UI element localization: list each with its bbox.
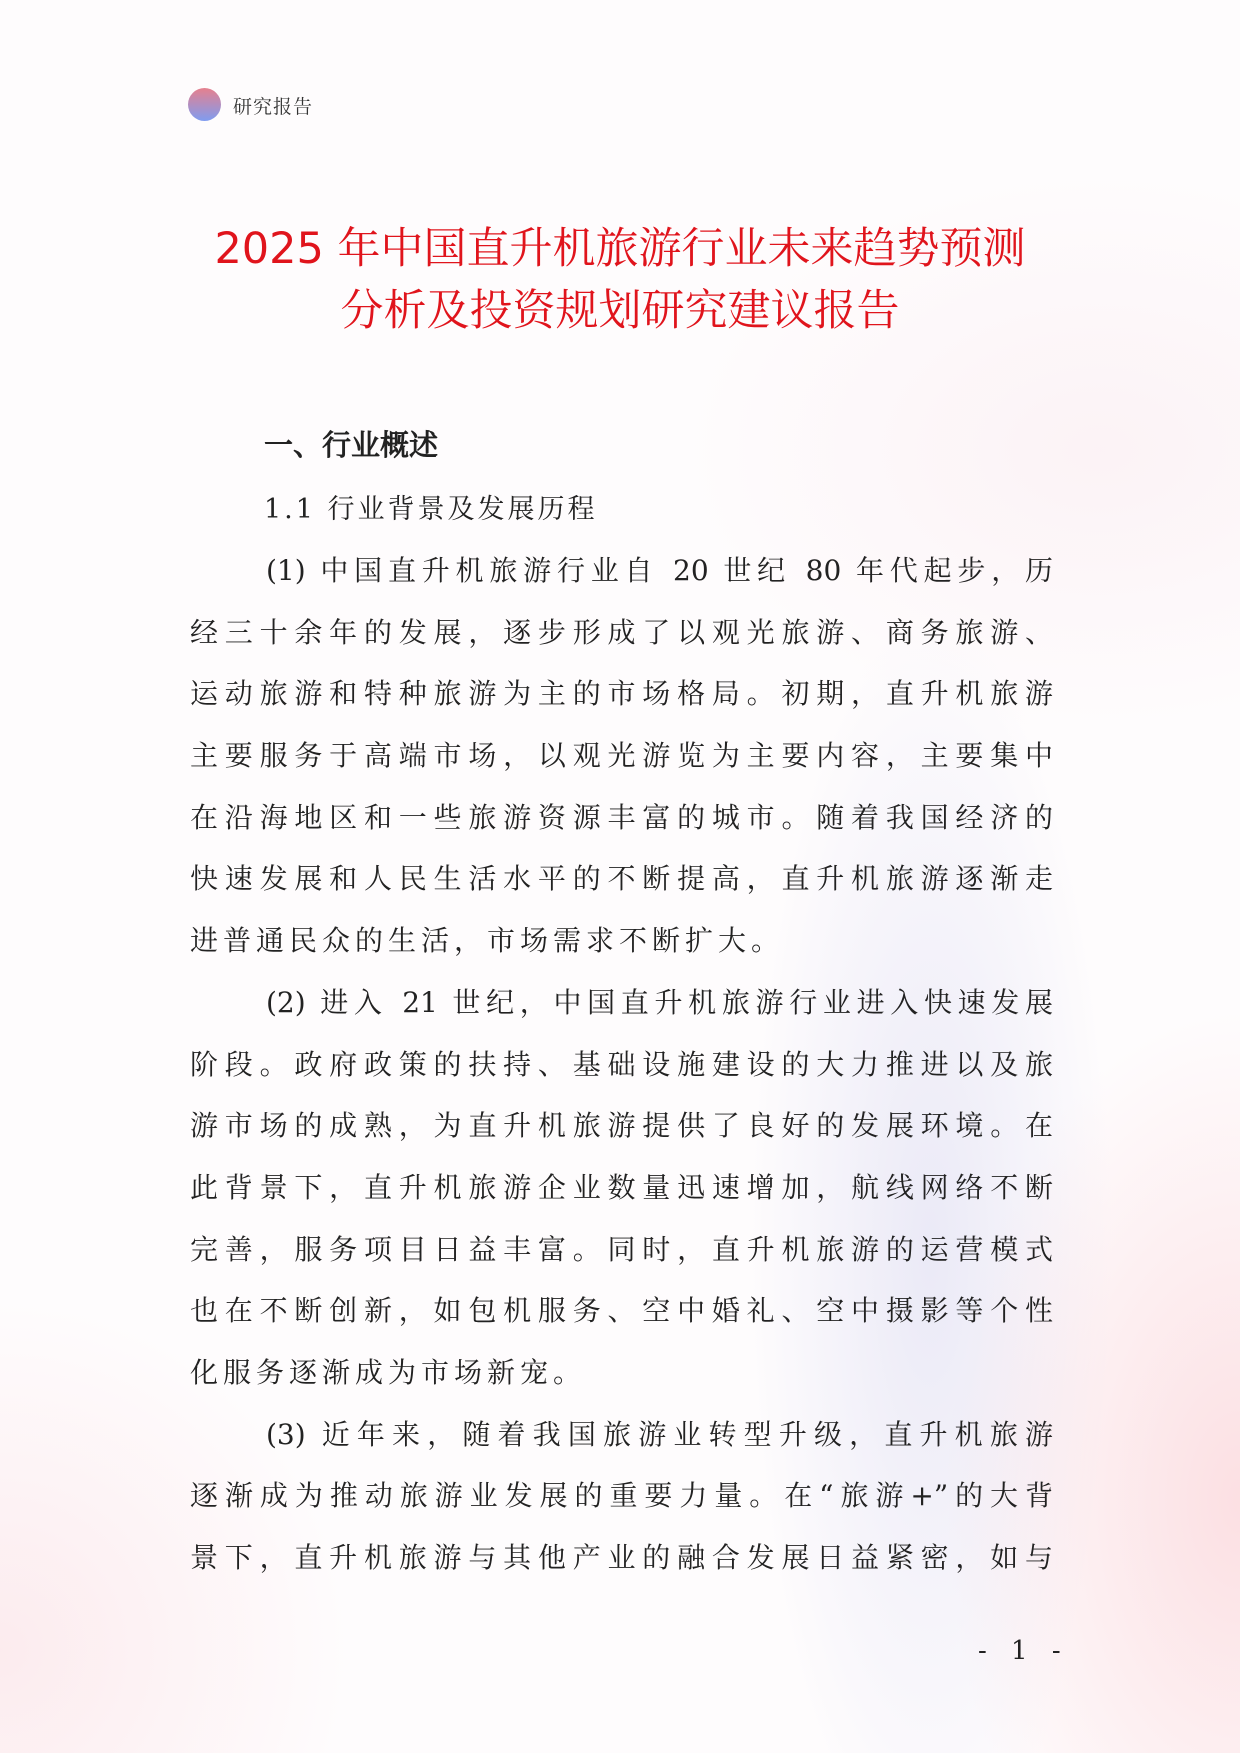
subsection-heading: 1.1 行业背景及发展历程 (264, 494, 598, 525)
text-line: 主要服务于高端市场，以观光游览为主要内容，主要集中 (190, 739, 1053, 773)
text-line: 快速发展和人民生活水平的不断提高，直升机旅游逐渐走 (190, 862, 1053, 896)
text-line: (1) 中国直升机旅游行业自 20 世纪 80 年代起步，历 (266, 554, 1053, 587)
page-number: - 1 - (978, 1636, 1069, 1666)
text-line: 也在不断创新，如包机服务、空中婚礼、空中摄影等个性 (190, 1294, 1053, 1328)
document-title (0, 218, 1240, 342)
report-logo-icon (188, 88, 221, 121)
title-line-1: 2025 年中国直升机旅游行业未来趋势预测 (214, 224, 1026, 274)
text-line: 景下，直升机旅游与其他产业的融合发展日益紧密，如与 (190, 1541, 1053, 1574)
text-line: 化服务逐渐成为市场新宠。 (190, 1355, 587, 1389)
body-text (190, 540, 1053, 1589)
text-line: 阶段。政府政策的扶持、基础设施建设的大力推进以及旅 (190, 1047, 1053, 1081)
text-line: 在沿海地区和一些旅游资源丰富的城市。随着我国经济的 (190, 800, 1053, 834)
text-line: 进普通民众的生活，市场需求不断扩大。 (190, 924, 785, 958)
text-line: 游市场的成熟，为直升机旅游提供了良好的发展环境。在 (190, 1109, 1053, 1143)
section-heading: 一、行业概述 (264, 428, 439, 462)
title-line-2: 分析及投资规划研究建议报告 (340, 286, 900, 336)
text-line: 运动旅游和特种旅游为主的市场格局。初期，直升机旅游 (190, 677, 1053, 711)
text-line: 完善，服务项目日益丰富。同时，直升机旅游的运营模式 (190, 1232, 1053, 1266)
text-line: 逐渐成为推动旅游业发展的重要力量。在“旅游+”的大背 (190, 1479, 1053, 1513)
text-line: (3) 近年来，随着我国旅游业转型升级，直升机旅游 (266, 1417, 1053, 1451)
text-line: 此背景下，直升机旅游企业数量迅速增加，航线网络不断 (190, 1170, 1053, 1204)
header-label: 研究报告 (233, 96, 314, 118)
text-line: 经三十余年的发展，逐步形成了以观光旅游、商务旅游、 (190, 615, 1053, 649)
text-line: (2) 进入 21 世纪，中国直升机旅游行业进入快速发展 (266, 985, 1053, 1019)
